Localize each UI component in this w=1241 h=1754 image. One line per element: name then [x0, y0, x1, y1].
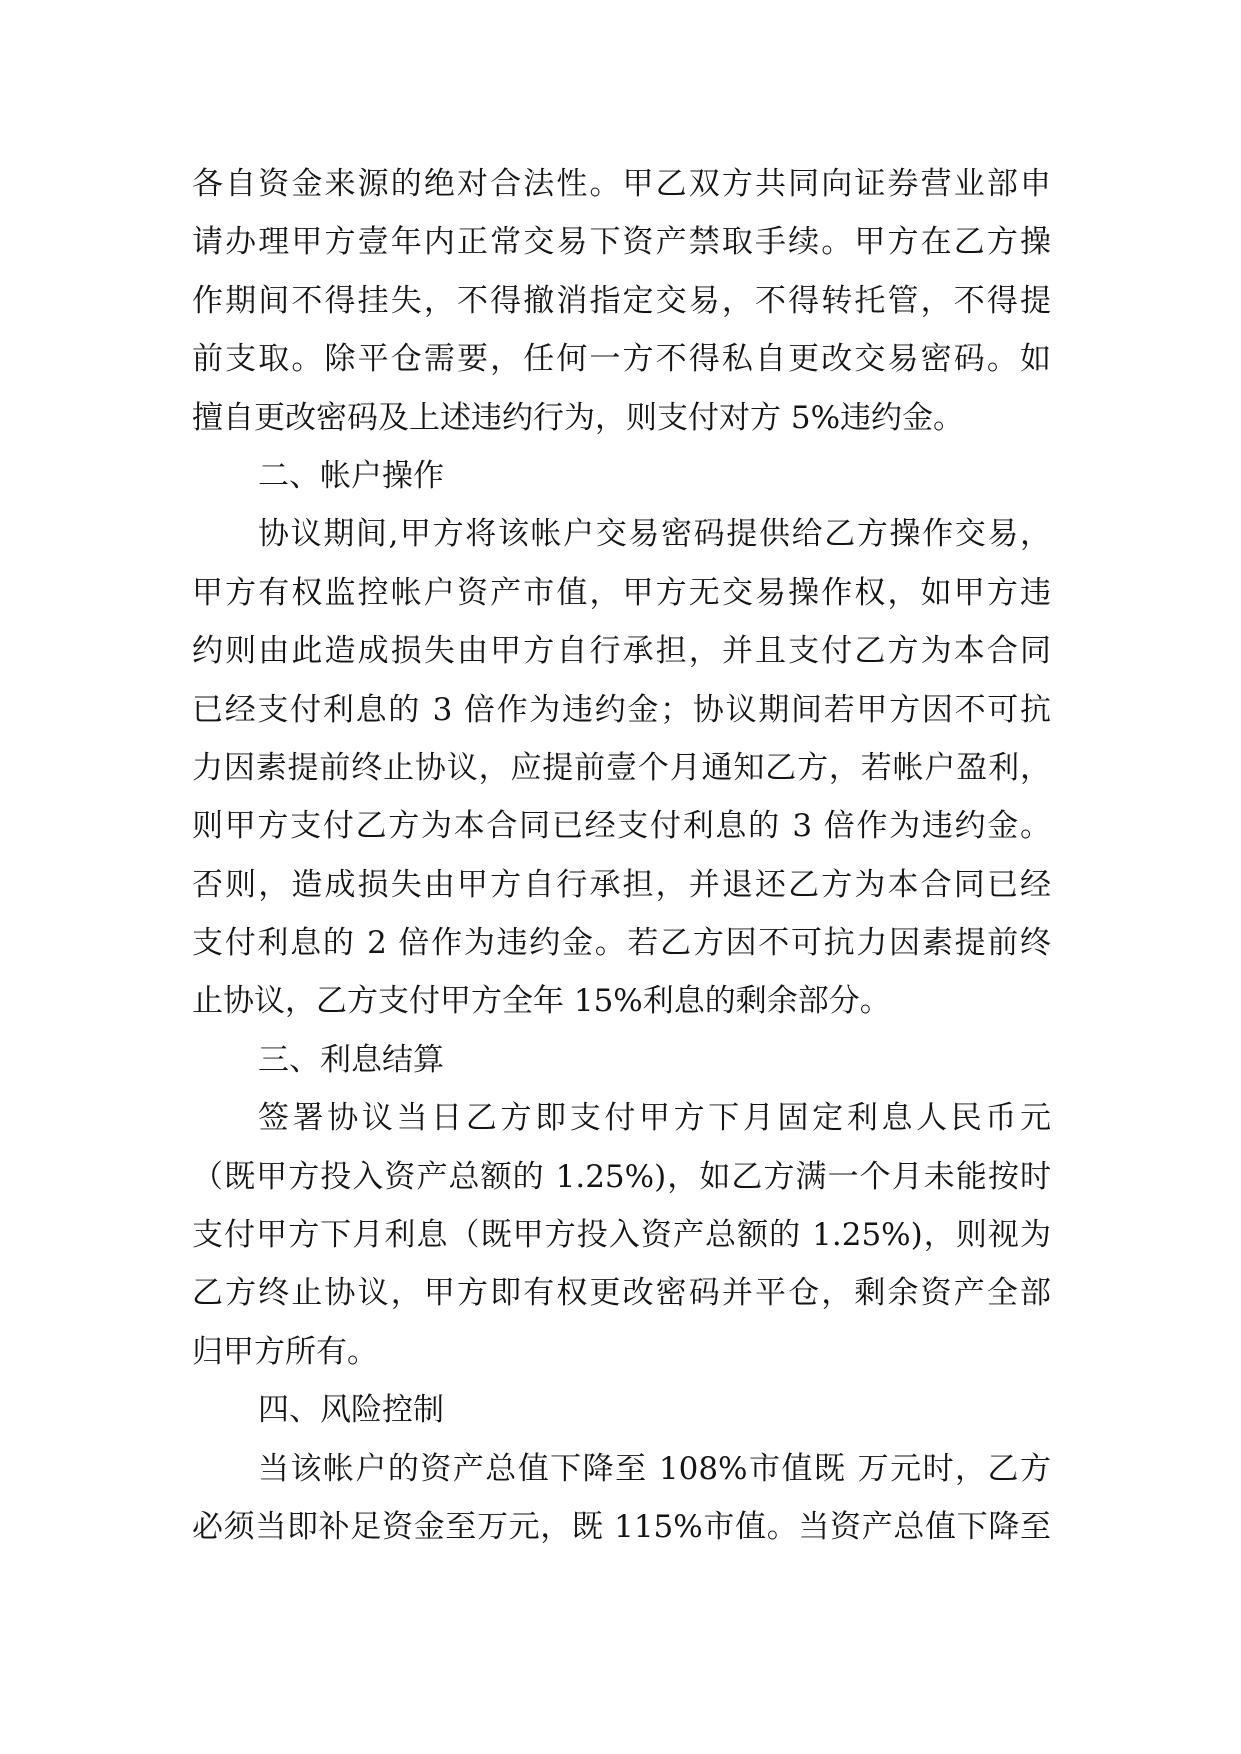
paragraph-line: 支付利息的 2 倍作为违约金。若乙方因不可抗力因素提前终 [192, 925, 1051, 962]
paragraph-line: 约则由此造成损失由甲方自行承担，并且支付乙方为本合同 [192, 633, 1051, 670]
section-interest-settlement [192, 1031, 1051, 1381]
paragraph-line: （既甲方投入资产总额的 1.25%)，如乙方满一个月未能按时 [192, 1158, 1051, 1195]
section-heading: 二、帐户操作 [258, 457, 444, 494]
opening-paragraph [192, 155, 1051, 447]
section-risk-control [192, 1381, 1051, 1556]
paragraph-line: 已经支付利息的 3 倍作为违约金；协议期间若甲方因不可抗 [192, 691, 1051, 728]
paragraph-line: 乙方终止协议，甲方即有权更改密码并平仓，剩余资产全部 [192, 1275, 1051, 1312]
paragraph-line: 力因素提前终止协议，应提前壹个月通知乙方，若帐户盈利， [192, 749, 1051, 786]
paragraph-line: 必须当即补足资金至万元，既 115%市值。当资产总值下降至 [192, 1508, 1051, 1545]
paragraph-line: 协议期间,甲方将该帐户交易密码提供给乙方操作交易， [258, 516, 1051, 553]
paragraph-line: 当该帐户的资产总值下降至 108%市值既 万元时，乙方 [258, 1450, 1051, 1487]
paragraph-line: 归甲方所有。 [192, 1333, 378, 1370]
paragraph-line: 否则，造成损失由甲方自行承担，并退还乙方为本合同已经 [192, 866, 1051, 903]
paragraph-line: 止协议，乙方支付甲方全年 15%利息的剩余部分。 [192, 983, 891, 1020]
section-paragraph [192, 505, 1051, 1031]
document-body [192, 155, 1051, 1556]
section-paragraph [192, 1089, 1051, 1381]
section-heading: 四、风险控制 [258, 1392, 444, 1429]
paragraph-line: 签署协议当日乙方即支付甲方下月固定利息人民币元 [258, 1100, 1051, 1137]
paragraph-line: 则甲方支付乙方为本合同已经支付利息的 3 倍作为违约金。 [192, 808, 1051, 845]
section-paragraph [192, 1440, 1051, 1557]
paragraph-line: 甲方有权监控帐户资产市值，甲方无交易操作权，如甲方违 [192, 574, 1051, 611]
paragraph-line: 作期间不得挂失，不得撤消指定交易，不得转托管，不得提 [192, 282, 1051, 319]
paragraph-line: 擅自更改密码及上述违约行为，则支付对方 5%违约金。 [192, 399, 965, 436]
paragraph-line: 各自资金来源的绝对合法性。甲乙双方共同向证券营业部申 [192, 166, 1051, 202]
section-heading: 三、利息结算 [258, 1041, 444, 1078]
paragraph-line: 支付甲方下月利息（既甲方投入资产总额的 1.25%)，则视为 [192, 1217, 1051, 1254]
paragraph-line: 前支取。除平仓需要，任何一方不得私自更改交易密码。如 [192, 341, 1051, 378]
section-account-operation [192, 447, 1051, 1031]
paragraph-line: 请办理甲方壹年内正常交易下资产禁取手续。甲方在乙方操 [192, 224, 1051, 261]
